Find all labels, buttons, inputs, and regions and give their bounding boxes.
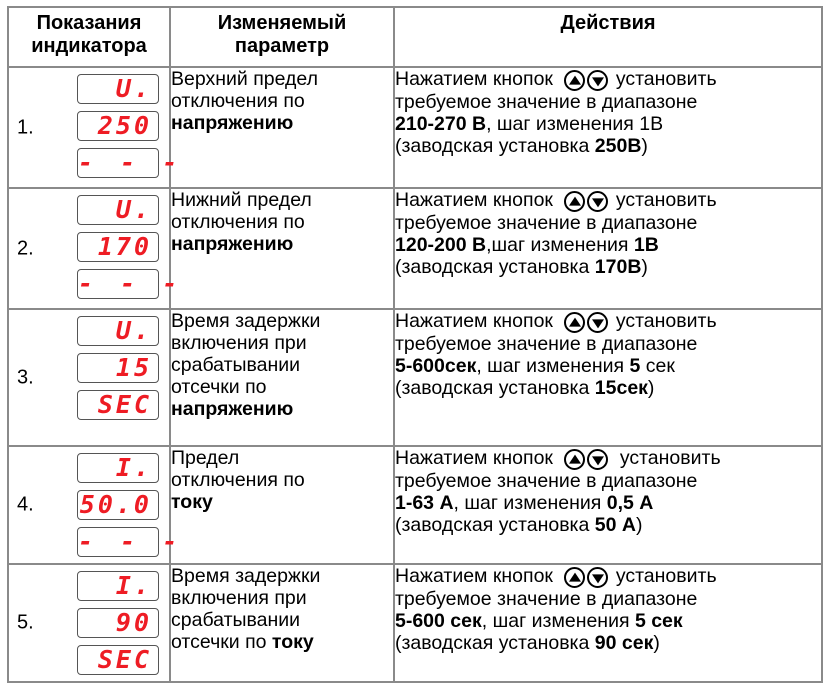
down-arrow-circle-icon — [587, 312, 608, 333]
action-range: 120-200 В — [395, 234, 487, 256]
display-value: 50.0 — [77, 490, 159, 520]
parameters-table — [7, 6, 823, 683]
up-arrow-circle-icon — [564, 191, 585, 212]
table-header-row — [8, 7, 822, 67]
action-cell — [394, 564, 822, 682]
parameter-line: Нижний предел — [171, 189, 312, 211]
action-range: 5-600 сек — [395, 610, 482, 632]
action-cell — [394, 188, 822, 309]
row-number: 5. — [17, 611, 34, 634]
table-row — [8, 309, 822, 446]
action-factory-suffix: ) — [653, 632, 660, 654]
action-range: 5-600сек — [395, 355, 477, 377]
action-text: установить — [615, 189, 717, 211]
indicator-displays — [77, 453, 184, 564]
row-number: 4. — [17, 493, 34, 516]
parameter-cell — [170, 446, 394, 564]
action-factory-suffix: ) — [641, 135, 648, 157]
indicator-displays — [77, 316, 159, 427]
action-factory-value: 90 сек — [594, 632, 654, 654]
action-range-intro: требуемое значение в диапазоне — [395, 212, 698, 234]
table-row — [8, 188, 822, 309]
action-step: , шаг изменения — [481, 610, 635, 632]
parameter-bold: току — [271, 631, 314, 653]
parameter-line: включения при — [171, 587, 307, 609]
row-number: 3. — [17, 366, 34, 388]
action-text: Нажатием кнопок — [395, 310, 553, 332]
parameter-bold: напряжению — [171, 233, 294, 255]
indicator-displays — [77, 571, 159, 682]
indicator-cell — [8, 564, 170, 682]
action-text: установить — [615, 565, 717, 587]
action-step: ,шаг изменения — [486, 234, 634, 256]
table-row — [8, 67, 822, 188]
action-text: Нажатием кнопок — [395, 447, 553, 469]
header-indicator — [8, 7, 170, 67]
action-step: , шаг изменения 1В — [486, 113, 664, 135]
action-factory-value: 170В — [594, 256, 642, 278]
action-factory-value: 50 А — [594, 514, 636, 536]
table-row — [8, 564, 822, 682]
display-unit: - - - — [78, 269, 184, 298]
action-range-intro: требуемое значение в диапазоне — [395, 470, 698, 492]
action-range-intro: требуемое значение в диапазоне — [395, 333, 698, 355]
action-factory-prefix: (заводская установка — [395, 377, 595, 399]
parameter-line: срабатывании — [171, 609, 301, 631]
action-factory-prefix: (заводская установка — [395, 632, 595, 654]
indicator-displays — [77, 74, 184, 185]
action-cell — [394, 309, 822, 446]
up-arrow-circle-icon — [564, 449, 585, 470]
display-value: 170 — [77, 232, 159, 262]
parameter-line: Верхний предел — [171, 68, 318, 90]
parameter-line: отключения по — [171, 211, 305, 233]
row-number: 2. — [17, 237, 34, 259]
parameter-line: отсечки по — [171, 376, 267, 398]
display-unit: SEC — [77, 645, 159, 675]
table-row — [8, 446, 822, 564]
header-indicator-line2: индикатора — [31, 35, 147, 57]
action-factory-prefix: (заводская установка — [395, 256, 595, 278]
action-range-intro: требуемое значение в диапазоне — [395, 91, 698, 113]
display-unit: SEC — [77, 390, 159, 420]
display-mode: I. — [77, 453, 159, 483]
parameter-line: отключения по — [171, 90, 305, 112]
parameter-cell — [170, 67, 394, 188]
parameter-line: включения при — [171, 332, 307, 354]
header-actions — [394, 7, 822, 67]
header-parameter-line1: Изменяемый — [217, 12, 347, 34]
down-arrow-circle-icon — [587, 191, 608, 212]
display-value: 250 — [77, 111, 159, 141]
action-factory-suffix: ) — [641, 256, 648, 278]
action-text: Нажатием кнопок — [395, 189, 553, 211]
action-range: 210-270 В — [395, 113, 487, 135]
parameter-cell — [170, 309, 394, 446]
parameter-line: Предел — [171, 447, 240, 469]
action-text: Нажатием кнопок — [395, 68, 553, 90]
down-arrow-circle-icon — [587, 567, 608, 588]
display-value: 90 — [77, 608, 159, 638]
up-arrow-circle-icon — [564, 567, 585, 588]
action-range-intro: требуемое значение в диапазоне — [395, 588, 698, 610]
action-step: , шаг изменения — [476, 355, 630, 377]
parameter-bold: току — [171, 491, 213, 513]
action-step-unit: сек — [640, 355, 675, 377]
parameter-line: Время задержки — [171, 310, 321, 332]
parameter-bold: напряжению — [171, 398, 294, 420]
display-mode: U. — [77, 195, 159, 225]
indicator-cell — [8, 67, 184, 188]
action-step-value: 5 сек — [634, 610, 683, 632]
action-factory-prefix: (заводская установка — [395, 135, 595, 157]
parameter-cell — [170, 564, 394, 682]
display-value: 15 — [77, 353, 159, 383]
action-text: установить — [615, 310, 717, 332]
action-text: Нажатием кнопок — [395, 565, 553, 587]
indicator-cell — [8, 309, 170, 446]
action-factory-value: 15сек — [594, 377, 648, 399]
action-cell — [394, 67, 822, 188]
action-text: установить — [619, 447, 721, 469]
action-step-value: 0,5 А — [606, 492, 654, 514]
display-mode: U. — [77, 74, 159, 104]
row-number: 1. — [17, 116, 34, 138]
parameter-line: отсечки по — [171, 631, 272, 653]
parameter-line: Время задержки — [171, 565, 321, 587]
action-cell — [394, 446, 822, 564]
header-indicator-line1: Показания — [36, 12, 142, 34]
indicator-cell — [8, 446, 184, 564]
up-arrow-circle-icon — [564, 70, 585, 91]
indicator-cell — [8, 188, 184, 309]
action-range: 1-63 А — [395, 492, 454, 514]
action-step: , шаг изменения — [453, 492, 607, 514]
parameter-cell — [170, 188, 394, 309]
header-parameter — [170, 7, 394, 67]
display-unit: - - - — [78, 148, 184, 177]
display-unit: - - - — [78, 527, 184, 556]
action-step-value: 5 — [629, 355, 641, 377]
display-mode: U. — [77, 316, 159, 346]
display-mode: I. — [77, 571, 159, 601]
parameter-line: срабатывании — [171, 354, 301, 376]
header-parameter-line2: параметр — [234, 35, 330, 57]
up-arrow-circle-icon — [564, 312, 585, 333]
action-factory-suffix: ) — [635, 514, 643, 536]
down-arrow-circle-icon — [587, 449, 608, 470]
parameter-bold: напряжению — [171, 112, 294, 134]
action-factory-suffix: ) — [647, 377, 655, 399]
action-factory-prefix: (заводская установка — [395, 514, 595, 536]
action-step-value: 1В — [633, 234, 659, 256]
indicator-displays — [77, 195, 184, 306]
action-factory-value: 250В — [594, 135, 642, 157]
down-arrow-circle-icon — [587, 70, 608, 91]
parameter-line: отключения по — [171, 469, 305, 491]
header-actions-label: Действия — [560, 12, 656, 34]
action-text: установить — [615, 68, 717, 90]
